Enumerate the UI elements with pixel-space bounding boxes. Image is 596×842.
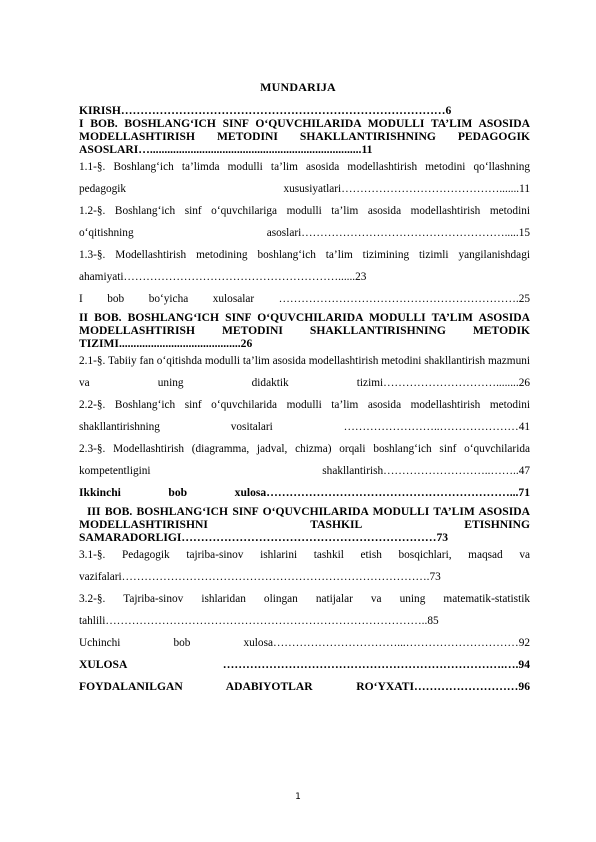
toc-entry-section-3-1[interactable] (79, 544, 533, 588)
toc-entry-text: 2.3-§. Modellashtirish (diagramma, jadval, chizma) orqali boshlang‘ich sinf o‘quvchilarida kompetentligini shakllantirish………………………..……..47 (79, 443, 533, 477)
toc-entry-text: XULOSA ……………………………………………………………….….94 (79, 658, 530, 671)
toc-entry-text: II BOB. BOSHLANG‘ICH SINF O‘QUVCHILARIDA MODULLI TA’LIM ASOSIDA MODELLASHTIRISH METODINI SHAKLLANTIRISHNING METODIK TIZIMI..........................................26 (79, 311, 533, 350)
toc-entry-text: 3.2-§. Tajriba-sinov ishlaridan olingan natijalar va uning matematik-statistik tahlili…………………………………………………………………………..85 (79, 593, 533, 627)
toc-entry-text: 2.1-§. Tabiiy fan o‘qitishda modulli ta’lim asosida modellashtirish metodini shakllantirish mazmuni va uning didaktik tizimi…………………………........26 (79, 355, 533, 389)
toc-entry-chapter-1[interactable] (79, 117, 533, 156)
toc-entry-text: FOYDALANILGAN ADABIYOTLAR RO‘YXATI………………………96 (79, 680, 530, 693)
toc-entry-chapter-1-summary[interactable] (79, 288, 530, 310)
page-title: MUNDARIJA (260, 80, 336, 94)
toc-entry-chapter-2-summary[interactable] (79, 482, 530, 504)
toc-entry-text: Uchinchi bob xulosa……………………………...…………………………92 (79, 637, 530, 649)
toc-entry-text: 2.2-§. Boshlang‘ich sinf o‘quvchilarida modulli ta’lim asosida modellashtirish metodini shakllantirishning vositalari ……………………..…………………41 (79, 399, 533, 433)
toc-entry-text: 3.1-§. Pedagogik tajriba-sinov ishlarini tashkil etish bosqichlari, maqsad va vazifalari……………………………………………………………………….73 (79, 549, 533, 583)
toc-entry-text: 1.3-§. Modellashtirish metodining boshlang‘ich ta’lim tizimining tizimli yangilanishdagi ahamiyati…………………………………………………......23 (79, 249, 533, 283)
toc-entry-text: 1.1-§. Boshlang‘ich ta’limda modulli ta’lim asosida modellashtirish metodini qo‘llashning pedagogik xususiyatlari…………………………………….......11 (79, 161, 533, 195)
toc-entry-section-2-2[interactable] (79, 394, 533, 438)
toc-entry-references[interactable] (79, 676, 530, 698)
toc-entry-chapter-3-summary[interactable] (79, 632, 530, 654)
toc-entry-text: I BOB. BOSHLANG‘ICH SINF O‘QUVCHILARIDA MODULLI TA’LIM ASOSIDA MODELLASHTIRISH METODINI SHAKLLANTIRISHNING PEDAGOGIK ASOSLARI….........................................................................11 (79, 117, 533, 156)
toc-entry-chapter-2[interactable] (79, 311, 533, 350)
toc-entry-section-1-1[interactable] (79, 156, 533, 200)
toc-entry-section-1-2[interactable] (79, 200, 533, 244)
table-of-contents (79, 104, 533, 698)
toc-entry-section-2-3[interactable] (79, 438, 533, 482)
toc-entry-section-2-1[interactable] (79, 350, 533, 394)
toc-entry-text: III BOB. BOSHLANG‘ICH SINF O‘QUVCHILARIDA MODULLI TA’LIM ASOSIDA MODELLASHTIRISHNI TASHKIL ETISHNING SAMARADORLIGI…………………………………………………………73 (79, 505, 533, 544)
toc-entry-section-1-3[interactable] (79, 244, 533, 288)
toc-entry-text: I bob bo‘yicha xulosalar ……………………………………………………….25 (79, 293, 530, 305)
toc-entry-section-3-2[interactable] (79, 588, 533, 632)
toc-entry-conclusion[interactable] (79, 654, 530, 676)
toc-entry-text: KIRISH…………………………………………………………………………6 (79, 104, 452, 117)
toc-entry-text: Ikkinchi bob xulosa………………………………………………………...71 (79, 486, 530, 499)
toc-entry-text: 1.2-§. Boshlang‘ich sinf o‘quvchilariga modulli ta’lim asosida modellashtirish metodini o‘qitishning asoslari……………………………………………….....15 (79, 205, 533, 239)
toc-entry-chapter-3[interactable] (79, 505, 533, 544)
toc-entry-introduction[interactable] (79, 104, 530, 117)
page-number: 1 (295, 792, 301, 802)
